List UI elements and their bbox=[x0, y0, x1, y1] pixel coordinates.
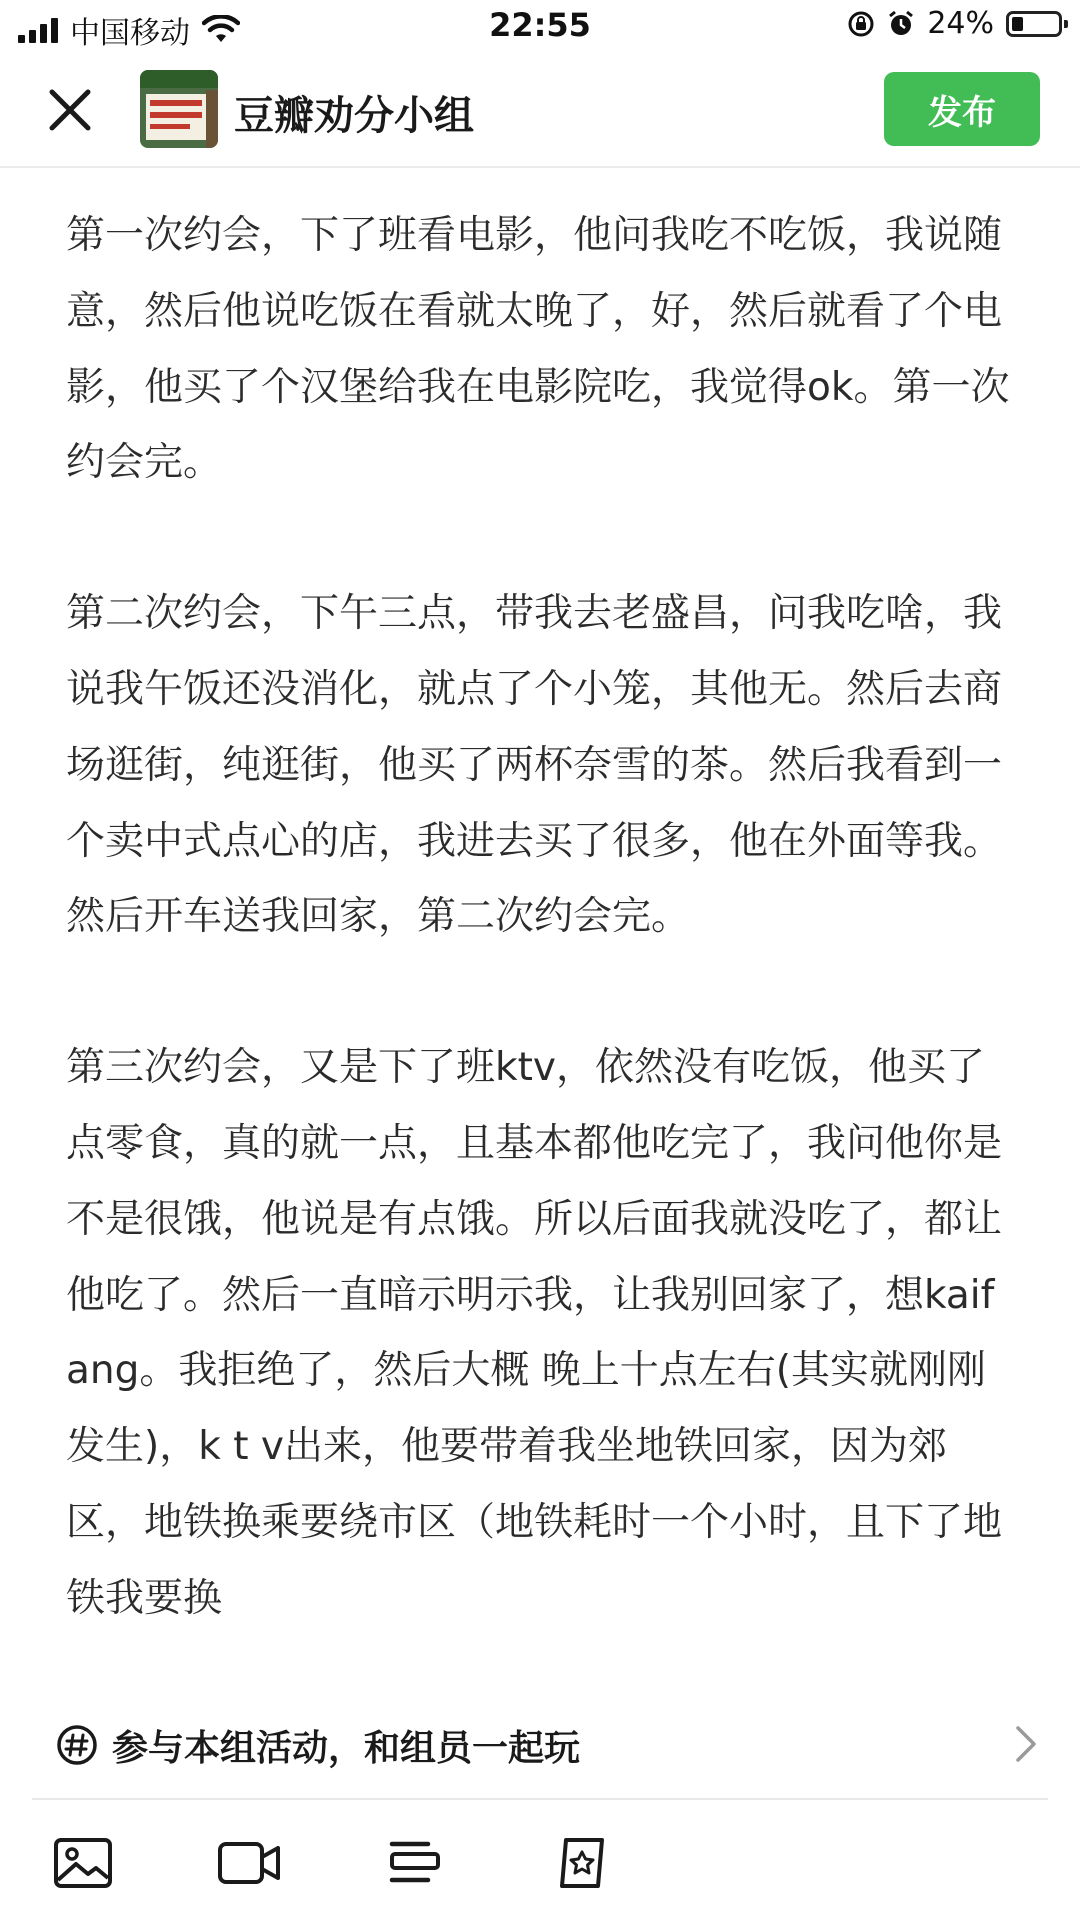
status-right bbox=[847, 6, 1062, 41]
top-nav bbox=[0, 52, 1080, 168]
status-time: 22:55 bbox=[489, 6, 591, 44]
battery-icon bbox=[1006, 11, 1062, 37]
post-body bbox=[66, 198, 1016, 1688]
editor-toolbar bbox=[0, 1820, 1080, 1920]
close-icon[interactable] bbox=[40, 80, 100, 140]
group-activity-entry[interactable] bbox=[32, 1688, 1048, 1800]
image-icon[interactable] bbox=[50, 1830, 116, 1896]
group-title[interactable]: 豆瓣劝分小组 bbox=[234, 93, 474, 139]
carrier-label: 中国移动 bbox=[70, 16, 190, 51]
group-thumbnail[interactable] bbox=[140, 70, 218, 148]
activity-label: 参与本组活动，和组员一起玩 bbox=[112, 1728, 581, 1769]
video-icon[interactable] bbox=[216, 1830, 282, 1896]
post-paragraph: 第一次约会，下了班看电影，他问我吃不吃饭，我说随意，然后他说吃饭在看就太晚了，好，然后就看了个电影，他买了个汉堡给我在电影院吃，我觉得ok。第一次约会完。 bbox=[66, 213, 1010, 486]
post-paragraph: 第三次约会，又是下了班ktv，依然没有吃饭，他买了点零食，真的就一点，且基本都他吃完了，我问他你是不是很饿，他说是有点饿。所以后面我就没吃了，都让他吃了。然后一直暗示明示我，让我别回家了，想kaifang。我拒绝了，然后大概 晚上十点左右(其实就刚刚发生)，k t v出来，他要带着我坐地铁回家，因为郊区，地铁换乘要绕市区（地铁耗时一个小时，且下了地铁我要换 bbox=[66, 1045, 1003, 1621]
battery-level bbox=[1012, 17, 1023, 31]
alarm-icon bbox=[887, 10, 915, 38]
publish-button[interactable]: 发布 bbox=[884, 72, 1040, 146]
status-bar bbox=[0, 0, 1080, 52]
post-paragraph: 第二次约会，下午三点，带我去老盛昌，问我吃啥，我说我午饭还没消化，就点了个小笼，其他无。然后去商场逛街，纯逛街，他买了两杯奈雪的茶。然后我看到一个卖中式点心的店，我进去买了很多，他在外面等我。然后开车送我回家，第二次约会完。 bbox=[66, 591, 1003, 940]
text-format-icon[interactable] bbox=[382, 1830, 448, 1896]
rate-icon[interactable] bbox=[548, 1830, 614, 1896]
hashtag-icon bbox=[56, 1724, 98, 1766]
battery-percent: 24% bbox=[927, 6, 994, 41]
orientation-lock-icon bbox=[847, 10, 875, 38]
chevron-right-icon bbox=[1012, 1722, 1042, 1766]
